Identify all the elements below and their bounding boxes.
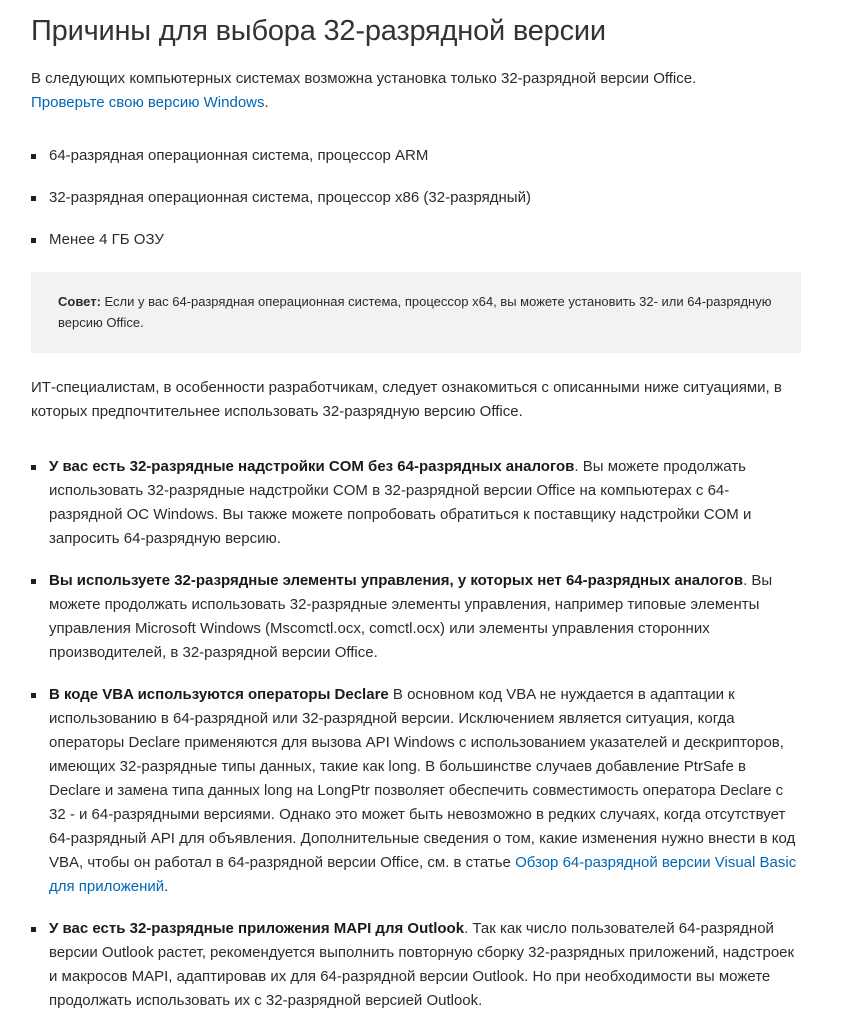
list-item [31,228,801,252]
intro-text: В следующих компьютерных системах возможна установка только 32-разрядной версии Office. [31,70,697,87]
list-item-text: 64-разрядная операционная система, процессор ARM [49,147,429,164]
vba-overview-link[interactable]: Обзор 64-разрядной версии Visual Basic для приложений [49,854,797,895]
list-item [31,569,801,665]
situation-heading: Вы используете 32-разрядные элементы управления, у которых нет 64-разрядных аналогов [49,572,744,589]
bullet-icon [31,579,36,584]
list-item-text: 32-разрядная операционная система, процессор x86 (32-разрядный) [49,189,531,206]
list-item [31,144,801,168]
bullet-icon [31,465,36,470]
intro-paragraph [31,67,801,115]
bullet-icon [31,238,36,243]
situation-period: . [164,878,169,895]
check-windows-version-link[interactable]: Проверьте свою версию Windows [31,94,265,111]
situation-heading: У вас есть 32-разрядные надстройки COM без 64-разрядных аналогов [49,458,575,475]
article [31,0,801,1031]
list-item [31,917,801,1013]
list-item-text: Менее 4 ГБ ОЗУ [49,231,164,248]
list-item [31,455,801,551]
situations-list [31,455,801,1013]
situation-heading: В коде VBA используются операторы Declare [49,686,389,703]
bullet-icon [31,927,36,932]
tip-text: Если у вас 64-разрядная операционная система, процессор x64, вы можете установить 32- или 64-разрядную версию Office. [58,294,772,330]
situation-heading: У вас есть 32-разрядные приложения MAPI для Outlook [49,920,465,937]
it-paragraph: ИТ-специалистам, в особенности разработчикам, следует ознакомиться с описанными ниже ситуациями, в которых предпочтительнее использовать 32-разрядную версию Office. [31,379,782,420]
intro-period: . [264,94,269,111]
system-list [31,144,801,252]
bullet-icon [31,196,36,201]
list-item [31,683,801,899]
bullet-icon [31,693,36,698]
situation-text: . Так как число пользователей 64-разрядной версии Outlook растет, рекомендуется выполнить повторную сборку 32-разрядных приложений, надстроек и макросов MAPI, адаптировав их для 64-разрядной версии Outlook. Но при необходимости вы можете продолжать использовать их с 32-разрядной версией Outlook. [49,920,795,1009]
bullet-icon [31,154,36,159]
situation-text: . Вы можете продолжать использовать 32-разрядные элементы управления, например типовые элементы управления Microsoft Windows (Mscomctl.ocx, comctl.ocx) или элементы управления сторонних производителей, в 32-разрядной версии Office. [49,572,773,661]
list-item [31,186,801,210]
tip-box [31,272,801,353]
situation-text: В основном код VBA не нуждается в адаптации к использованию в 64-разрядной или 32-разрядной версии. Исключением является ситуация, когда операторы Declare применяются для вызова API Windows с использованием указателей и дескрипторов, имеющих 32-разрядные типы данных, такие как long. В большинстве случаев добавление PtrSafe в Declare и замена типа данных long на LongPtr позволяет обеспечить совместимость оператора Declare с 32 - и 64-разрядными версиями. Однако это может быть невозможно в редких случаях, когда отсутствует 64-разрядный API для объявления. Дополнительные сведения о том, какие изменения нужно внести в код VBA, чтобы он работал в 64-разрядной версии Office, см. в статье [49,686,796,871]
page-title: Причины для выбора 32-разрядной версии [31,15,606,47]
tip-label: Совет: [58,294,101,309]
situation-text: . Вы можете продолжать использовать 32-разрядные надстройки COM в 32-разрядной версии Office на компьютерах с 64-разрядной ОС Windows. Вы также можете попробовать обратиться к поставщику надстройки COM и запросить 64-разрядную версию. [49,458,752,547]
